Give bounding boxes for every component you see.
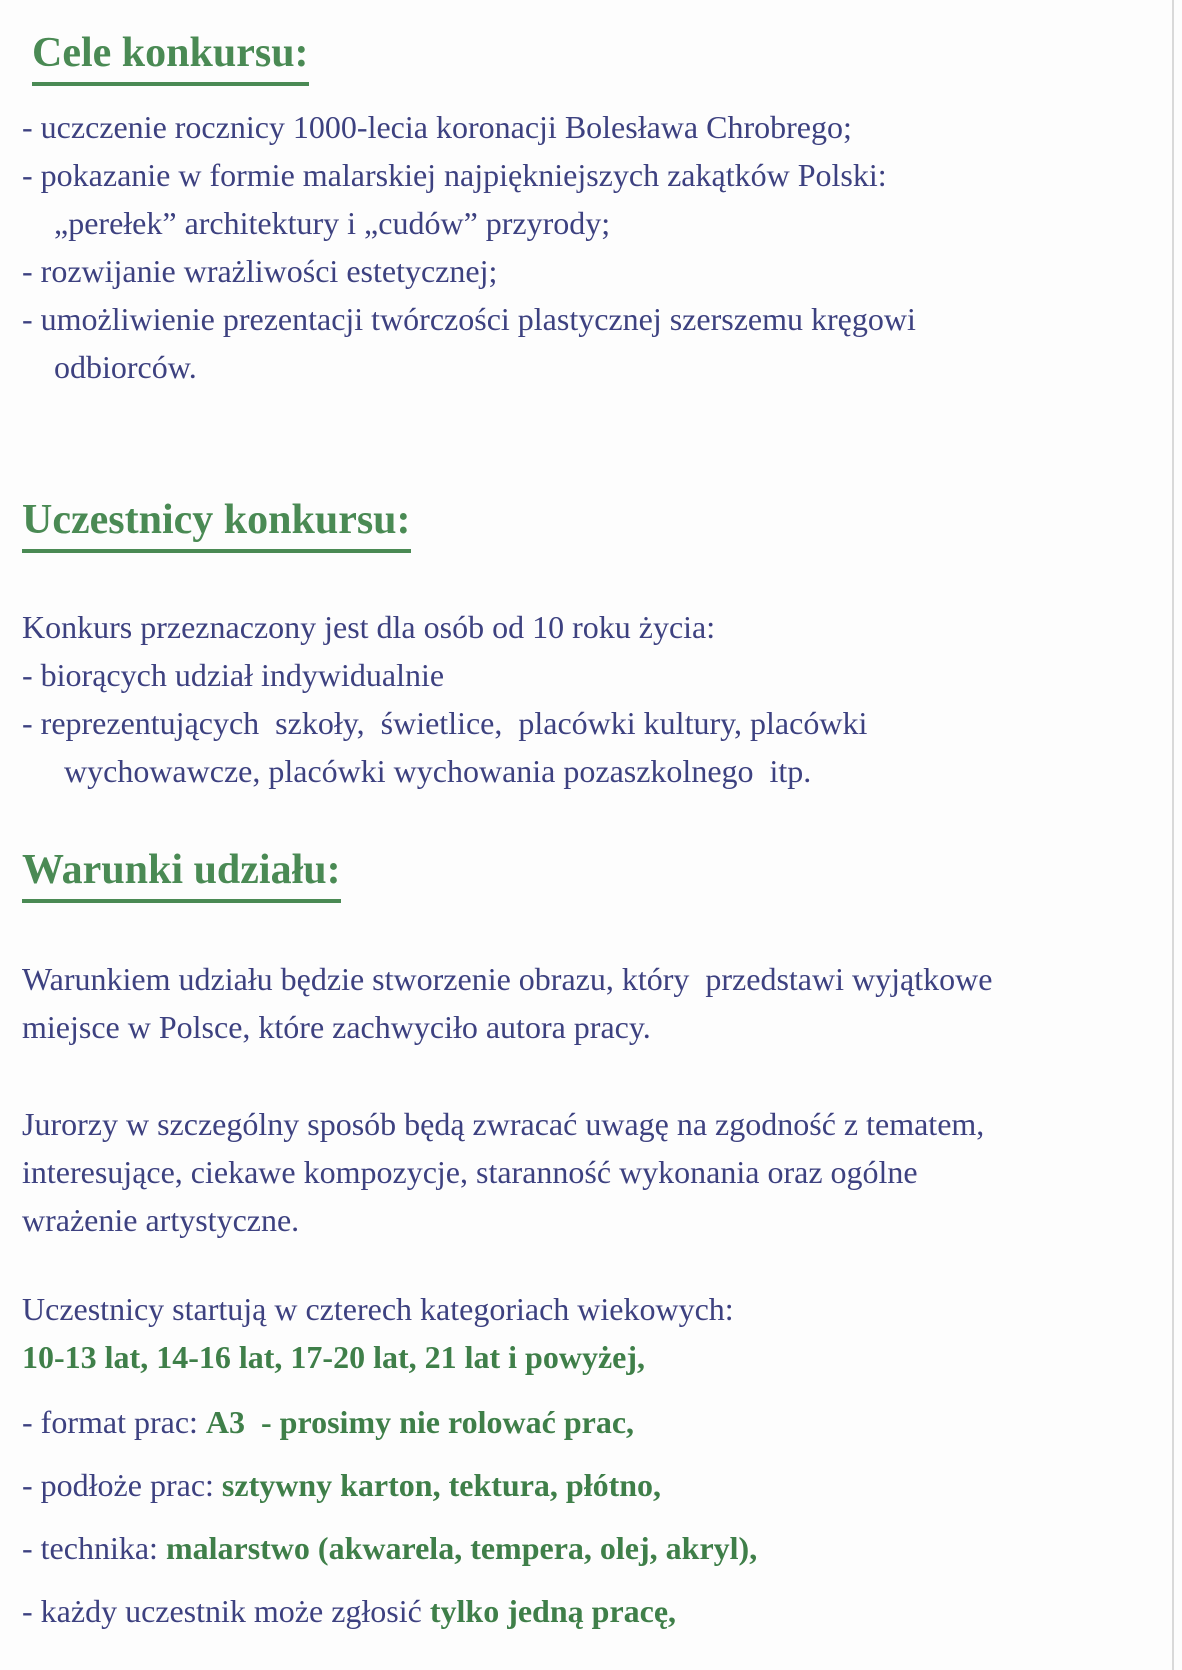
requirement-line xyxy=(22,1461,1182,1509)
paragraph-line: interesujące, ciekawe kompozycje, staranność wykonania oraz ogólne xyxy=(22,1154,918,1190)
uczestnicy-item: - reprezentujących szkoły, świetlice, placówki kultury, placówki xyxy=(22,705,868,741)
cele-item: - umożliwienie prezentacji twórczości plastycznej szerszemu kręgowi xyxy=(22,301,916,337)
requirement-value: sztywny karton, tektura, płótno, xyxy=(221,1467,662,1503)
warunki-paragraph-1 xyxy=(22,955,1182,1051)
section-cele-list xyxy=(22,103,1182,391)
requirement-label: - technika: xyxy=(22,1530,166,1566)
section-cele-heading: Cele konkursu: xyxy=(32,28,309,86)
section-uczestnicy-list xyxy=(22,651,1182,795)
cele-item-continuation: „perełek” architektury i „cudów” przyrody; xyxy=(54,205,611,241)
section-uczestnicy xyxy=(22,495,1182,795)
requirement-value: malarstwo (akwarela, tempera, olej, akryl), xyxy=(165,1530,758,1566)
paragraph-line: Jurorzy w szczególny sposób będą zwracać uwagę na zgodność z tematem, xyxy=(22,1106,985,1142)
cele-item-continuation: odbiorców. xyxy=(54,349,197,385)
paragraph-line: wrażenie artystyczne. xyxy=(22,1202,300,1238)
requirement-label: - podłoże prac: xyxy=(22,1467,222,1503)
uczestnicy-item-continuation: wychowawcze, placówki wychowania pozaszkolnego itp. xyxy=(64,753,812,789)
warunki-categories xyxy=(22,1285,1182,1381)
requirement-label: - każdy uczestnik może zgłosić xyxy=(22,1593,430,1629)
warunki-requirements xyxy=(22,1398,1182,1635)
uczestnicy-item: - biorących udział indywidualnie xyxy=(22,657,445,693)
requirement-line xyxy=(22,1524,1182,1572)
warunki-paragraph-2 xyxy=(22,1100,1182,1244)
requirement-label: - format prac: xyxy=(22,1404,206,1440)
section-cele xyxy=(22,28,1182,391)
section-warunki xyxy=(22,845,1182,1635)
paragraph-line: Warunkiem udziału będzie stworzenie obrazu, który przedstawi wyjątkowe xyxy=(22,961,993,997)
cele-item: - rozwijanie wrażliwości estetycznej; xyxy=(22,253,498,289)
categories-intro: Uczestnicy startują w czterech kategoriach wiekowych: xyxy=(22,1291,734,1327)
page-right-edge-line xyxy=(1172,0,1174,1670)
categories-age-groups: 10-13 lat, 14-16 lat, 17-20 lat, 21 lat i powyżej, xyxy=(22,1339,646,1375)
paragraph-line: miejsce w Polsce, które zachwyciło autora pracy. xyxy=(22,1009,651,1045)
requirement-value: tylko jedną pracę, xyxy=(429,1593,677,1629)
requirement-value: A3 - prosimy nie rolować prac, xyxy=(205,1404,635,1440)
requirement-line xyxy=(22,1587,1182,1635)
requirement-line xyxy=(22,1398,1182,1446)
cele-item: - pokazanie w formie malarskiej najpiękniejszych zakątków Polski: xyxy=(22,157,887,193)
section-warunki-heading: Warunki udziału: xyxy=(22,845,341,903)
uczestnicy-intro: Konkurs przeznaczony jest dla osób od 10 roku życia: xyxy=(22,609,716,645)
cele-item: - uczczenie rocznicy 1000-lecia koronacji Bolesława Chrobrego; xyxy=(22,109,852,145)
section-uczestnicy-heading: Uczestnicy konkursu: xyxy=(22,495,411,553)
